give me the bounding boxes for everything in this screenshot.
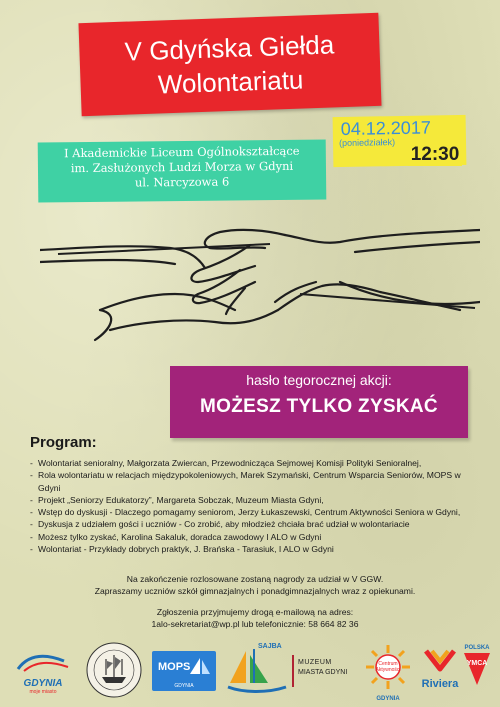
program-item: - Dyskusja z udziałem gości i uczniów - Co zrobić, aby młodzież chciała brać udział w wolontariacie xyxy=(30,518,480,530)
gdynia-wave-icon xyxy=(14,651,72,673)
partner-logos xyxy=(10,641,492,701)
ymca-logo-text: YMCA xyxy=(466,660,488,667)
program-item: - Rola wolontariatu w relacjach międzypokoleniowych, Marek Szymański, Centrum Wsparcia Seniorów, MOPS w Gdyni xyxy=(30,469,480,494)
mops-logo xyxy=(152,651,216,691)
closing-line-2: Zapraszamy uczniów szkół gimnazjalnych i ponadgimnazjalnych wraz z opiekunami. xyxy=(94,586,416,596)
slogan-label: hasło tegorocznej akcji: xyxy=(246,372,392,388)
title-line-2: Wolontariatu xyxy=(157,63,304,100)
contact-info xyxy=(30,606,480,630)
riviera-mark-icon xyxy=(420,647,460,673)
muzeum-logo-bar xyxy=(292,655,294,687)
program-heading: Program: xyxy=(30,434,97,451)
contact-line-1: Zgłoszenia przyjmujemy drogą e-mailową na adres: xyxy=(156,607,354,617)
muzeum-logo-line-2: MIASTA GDYNI xyxy=(298,669,348,676)
sajba-logo-text: SAJBA xyxy=(258,643,282,650)
ymca-triangle-icon xyxy=(462,651,492,687)
gdynia-logo-tagline: moje miasto xyxy=(29,689,57,695)
school-crest-logo xyxy=(84,641,144,699)
clasped-hands-illustration xyxy=(40,190,480,350)
title-banner xyxy=(78,13,381,116)
sail-icon xyxy=(188,656,212,678)
event-weekday: (poniedziałek) xyxy=(338,137,396,149)
venue-line-1: I Akademickie Liceum Ogólnokształcące xyxy=(63,143,300,161)
svg-text:Aktywności: Aktywności xyxy=(375,667,401,673)
ymca-logo xyxy=(462,645,492,695)
venue-line-3: ul. Narcyzowa 6 xyxy=(134,174,230,190)
gdynia-logo xyxy=(14,651,72,695)
program-item: - Wolontariat - Przykłady dobrych praktyk, J. Brańska - Tarasiuk, I ALO w Gdyni xyxy=(30,543,480,555)
slogan-text: MOŻESZ TYLKO ZYSKAĆ xyxy=(200,396,438,417)
mops-logo-subtext: GDYNIA xyxy=(174,683,194,689)
program-list xyxy=(30,457,480,555)
cas-logo-text: GDYNIA xyxy=(376,696,400,702)
program-item: - Projekt „Seniorzy Edukatorzy”, Margareta Sobczak, Muzeum Miasta Gdyni, xyxy=(30,494,480,506)
ship-crest-icon xyxy=(84,641,144,699)
program-item: - Wolontariat senioralny, Małgorzata Zwiercan, Przewodnicząca Sejmowej Komisji Polityki Senioralnej, xyxy=(30,457,480,469)
closing-line-1: Na zakończenie rozlosowane zostaną nagrody za udział w V GGW. xyxy=(126,574,384,584)
svg-text:Centrum: Centrum xyxy=(378,661,398,667)
gdynia-logo-text: GDYNIA xyxy=(23,678,63,689)
event-time: 12:30 xyxy=(408,144,462,166)
sun-icon xyxy=(362,643,414,691)
muzeum-logo-line-1: MUZEUM xyxy=(298,659,332,666)
mops-logo-text: MOPS xyxy=(158,661,191,673)
closing-note xyxy=(30,573,480,597)
muzeum-logo xyxy=(292,655,354,691)
centrum-aktywnosci-seniora-logo xyxy=(362,643,414,702)
riviera-logo-text: Riviera xyxy=(421,678,459,690)
venue-line-2: im. Zasłużonych Ludzi Morza w Gdyni xyxy=(70,158,294,176)
contact-line-2: 1alo-sekretariat@wp.pl lub telefonicznie: 58 664 82 36 xyxy=(151,619,359,629)
sajba-logo xyxy=(224,641,290,699)
slogan-banner xyxy=(170,366,468,438)
title-line-1: V Gdyńska Giełda xyxy=(124,28,335,67)
ymca-polska-text: POLSKA xyxy=(464,645,490,651)
riviera-logo xyxy=(420,647,460,695)
program-item: - Wstęp do dyskusji - Dlaczego pomagamy seniorom, Jerzy Łukaszewski, Centrum Aktywności Seniora w Gdyni, xyxy=(30,506,480,518)
event-date: 04.12.2017 xyxy=(340,117,432,140)
program-item: - Możesz tylko zyskać, Karolina Sakaluk, doradca zawodowy I ALO w Gdyni xyxy=(30,531,480,543)
